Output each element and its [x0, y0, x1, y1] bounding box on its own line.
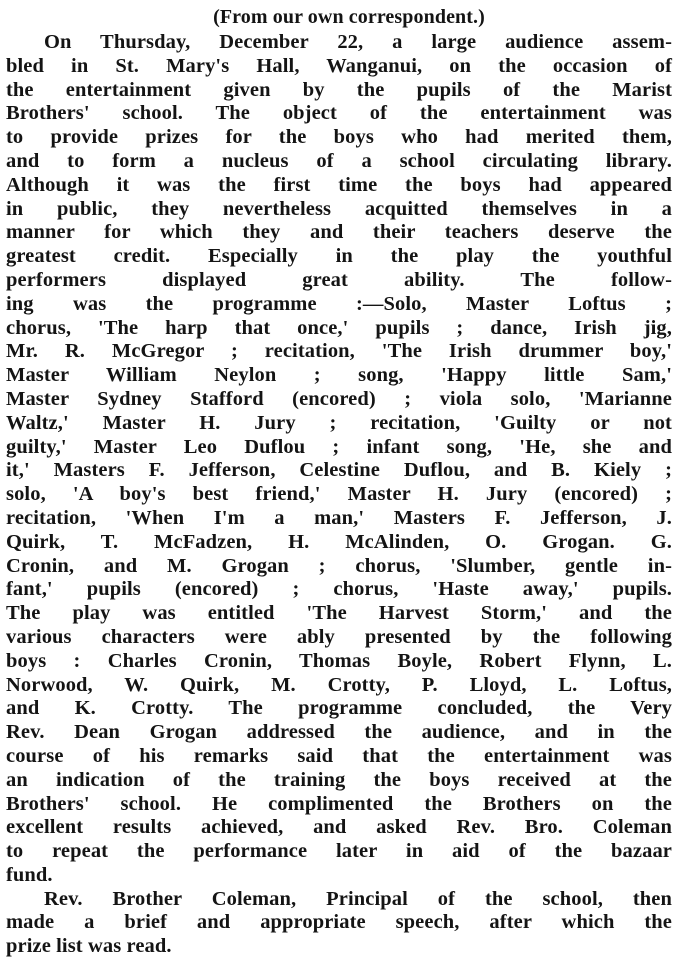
- article-line: performers displayed great ability. The follow-: [6, 268, 672, 291]
- article-line: bled in St. Mary's Hall, Wanganui, on the occasion of: [6, 54, 672, 77]
- article-line: Brothers' school. The object of the entertainment was: [6, 102, 672, 125]
- article-line: and to form a nucleus of a school circulating library.: [6, 149, 672, 172]
- article-line: Rev. Brother Coleman, Principal of the school, then: [44, 887, 672, 910]
- article-line: to repeat the performance later in aid of the bazaar: [6, 840, 672, 863]
- article-body: [6, 31, 672, 959]
- article-line: various characters were ably presented by the following: [6, 625, 672, 648]
- article-line: Master Sydney Stafford (encored) ; viola solo, 'Marianne: [6, 387, 672, 410]
- article-line: in public, they nevertheless acquitted themselves in a: [6, 197, 672, 220]
- article-line: course of his remarks said that the entertainment was: [6, 744, 672, 767]
- article-line: ing was the programme :—Solo, Master Loftus ;: [6, 292, 672, 315]
- article-line: excellent results achieved, and asked Rev. Bro. Coleman: [6, 816, 672, 839]
- article-line: On Thursday, December 22, a large audience assem-: [44, 31, 672, 53]
- article-line: the entertainment given by the pupils of the Marist: [6, 78, 672, 101]
- article-line: Quirk, T. McFadzen, H. McAlinden, O. Grogan. G.: [6, 530, 672, 553]
- article-paragraph: [6, 31, 672, 888]
- article-line: Norwood, W. Quirk, M. Crotty, P. Lloyd, L. Loftus,: [6, 673, 672, 696]
- article-line: chorus, 'The harp that once,' pupils ; dance, Irish jig,: [6, 316, 672, 339]
- article-line: Cronin, and M. Grogan ; chorus, 'Slumber, gentle in-: [6, 554, 672, 577]
- article-line: it,' Masters F. Jefferson, Celestine Duflou, and B. Kiely ;: [6, 459, 672, 482]
- article-paragraph: [6, 888, 672, 959]
- article-line: and K. Crotty. The programme concluded, the Very: [6, 697, 672, 720]
- article-line: fund.: [6, 863, 53, 886]
- article-line: fant,' pupils (encored) ; chorus, 'Haste away,' pupils.: [6, 578, 672, 601]
- article-line: made a brief and appropriate speech, after which the: [6, 911, 672, 934]
- article-line: Mr. R. McGregor ; recitation, 'The Irish drummer boy,': [6, 340, 672, 363]
- article-line: boys : Charles Cronin, Thomas Boyle, Robert Flynn, L.: [6, 649, 672, 672]
- article-line: Master William Neylon ; song, 'Happy little Sam,': [6, 364, 672, 387]
- article-line: The play was entitled 'The Harvest Storm,' and the: [6, 602, 672, 625]
- article-line: recitation, 'When I'm a man,' Masters F. Jefferson, J.: [6, 506, 672, 529]
- article-line: Rev. Dean Grogan addressed the audience, and in the: [6, 721, 672, 744]
- article-line: manner for which they and their teachers deserve the: [6, 221, 672, 244]
- article-line: an indication of the training the boys received at the: [6, 768, 672, 791]
- article-headline: (From our own correspondent.): [213, 6, 485, 28]
- article-line: Waltz,' Master H. Jury ; recitation, 'Guilty or not: [6, 411, 672, 434]
- article-line: to provide prizes for the boys who had merited them,: [6, 126, 672, 149]
- article-line: Brothers' school. He complimented the Brothers on the: [6, 792, 672, 815]
- article-line: greatest credit. Especially in the play the youthful: [6, 245, 672, 268]
- article-line: solo, 'A boy's best friend,' Master H. Jury (encored) ;: [6, 483, 672, 506]
- article-line: Although it was the first time the boys had appeared: [6, 173, 672, 196]
- article-line: prize list was read.: [6, 935, 172, 958]
- article-line: guilty,' Master Leo Duflou ; infant song, 'He, she and: [6, 435, 672, 458]
